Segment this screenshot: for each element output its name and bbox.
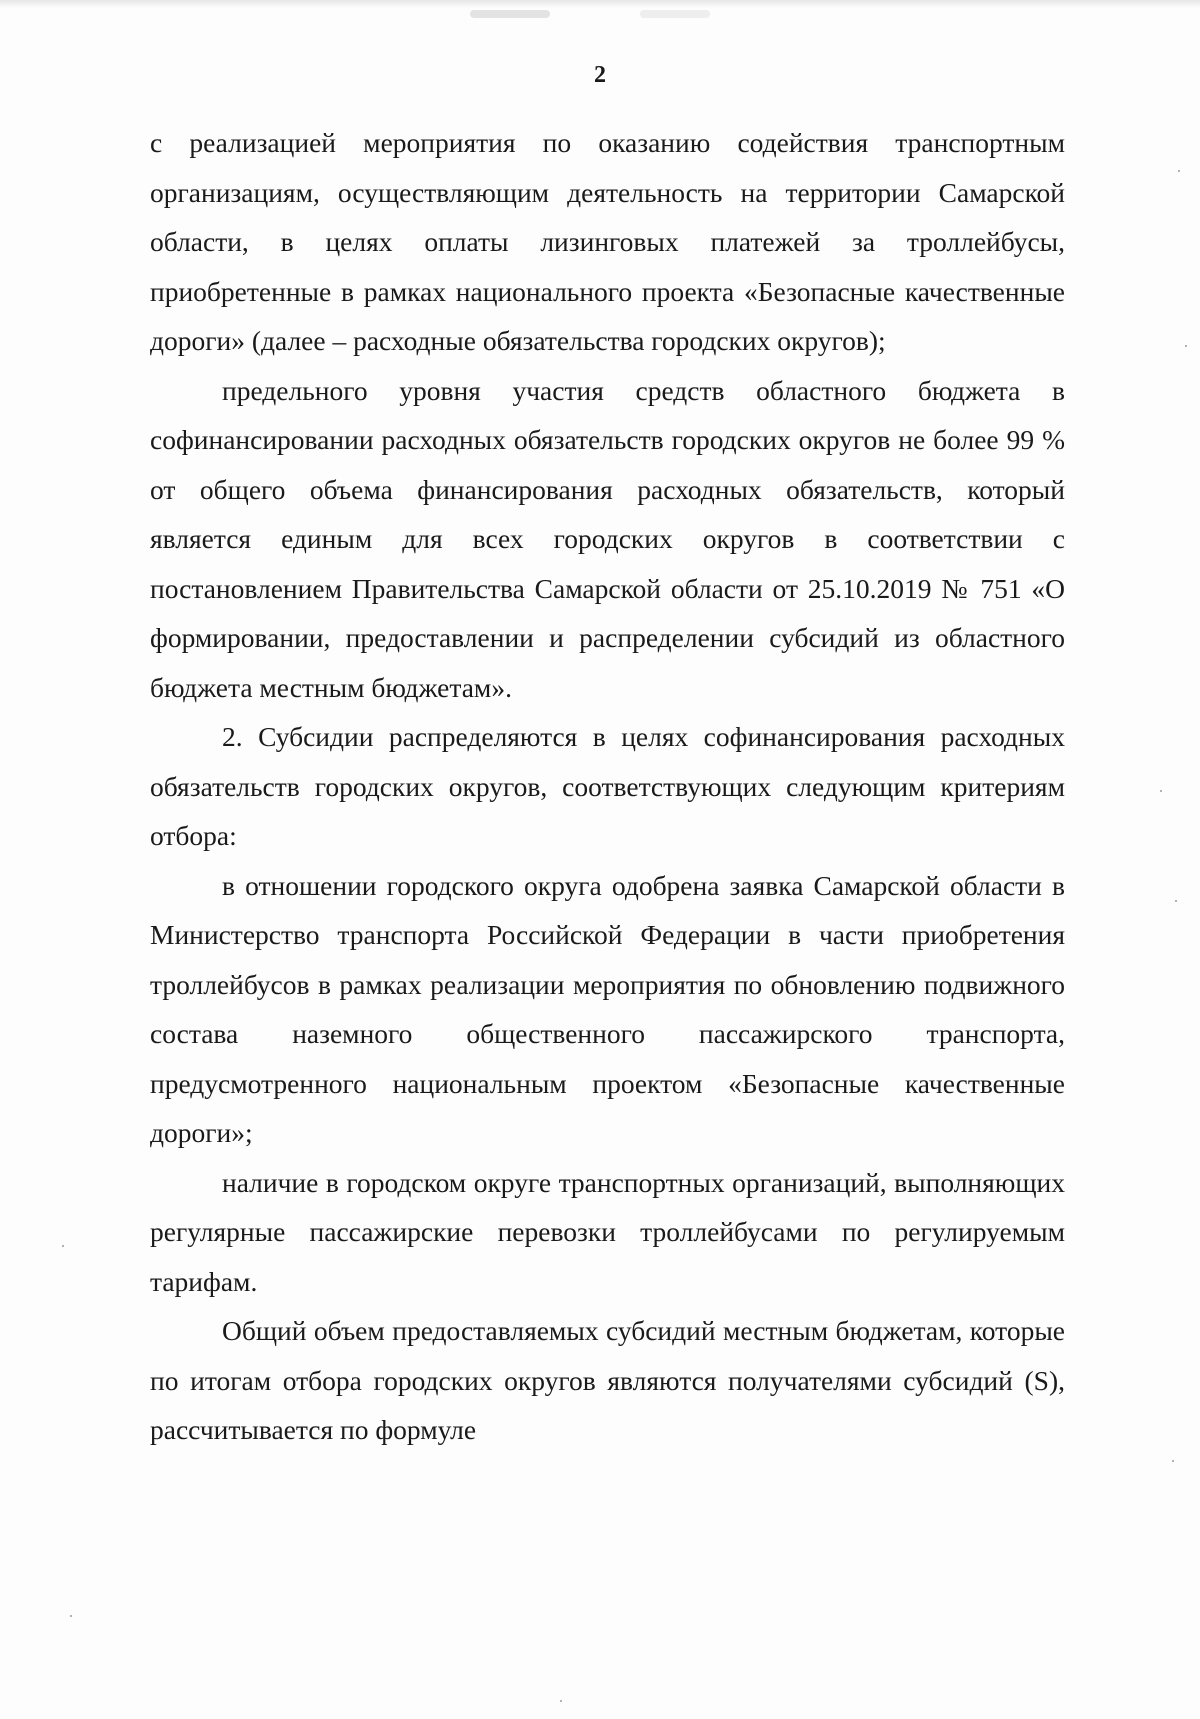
scan-smudge <box>470 10 550 18</box>
paragraph-6: Общий объем предоставляемых субсидий местным бюджетам, которые по итогам отбора городских округов являются получателями субсидий (S), рассчитывается по формуле <box>150 1315 1065 1445</box>
scan-speck <box>1160 790 1162 792</box>
scan-speck <box>560 1700 562 1702</box>
page-number: 2 <box>594 62 606 88</box>
scan-speck <box>1172 1460 1174 1462</box>
scan-speck <box>1175 900 1177 902</box>
paragraph-2: предельного уровня участия средств областного бюджета в софинансировании расходных обязательств городских округов не более 99 % от общего объема финансирования расходных обязательств, который является единым для всех городских округов в соответствии с постановлением Правительства Самарской области от 25.10.2019 № 751 «О формировании, предоставлении и распределении субсидий из областного бюджета местным бюджетам». <box>150 374 1065 703</box>
scan-speck <box>70 1615 72 1617</box>
scan-speck <box>1185 345 1187 347</box>
scan-speck <box>62 1245 64 1247</box>
paragraph-3: 2. Субсидии распределяются в целях софинансирования расходных обязательств городских округов, соответствующих следующим критериям отбора: <box>150 721 1065 851</box>
scan-edge <box>0 0 1200 8</box>
paragraph-4: в отношении городского округа одобрена заявка Самарской области в Министерство транспорта Российской Федерации в части приобретения троллейбусов в рамках реализации мероприятия по обновлению подвижного состава наземного общественного пассажирского транспорта, предусмотренного национальным проектом «Безопасные качественные дороги»; <box>150 869 1065 1148</box>
paragraph-5: наличие в городском округе транспортных организаций, выполняющих регулярные пассажирские перевозки троллейбусами по регулируемым тарифам. <box>150 1166 1065 1297</box>
paragraph-1: с реализацией мероприятия по оказанию содействия транспортным организациям, осуществляющим деятельность на территории Самарской области, в целях оплаты лизинговых платежей за троллейбусы, приобретенные в рамках национального проекта «Безопасные качественные дороги» (далее – расходные обязательства городских округов); <box>150 127 1065 356</box>
scan-speck <box>1178 170 1180 172</box>
document-body <box>150 118 1065 1455</box>
scan-smudge <box>640 10 710 18</box>
